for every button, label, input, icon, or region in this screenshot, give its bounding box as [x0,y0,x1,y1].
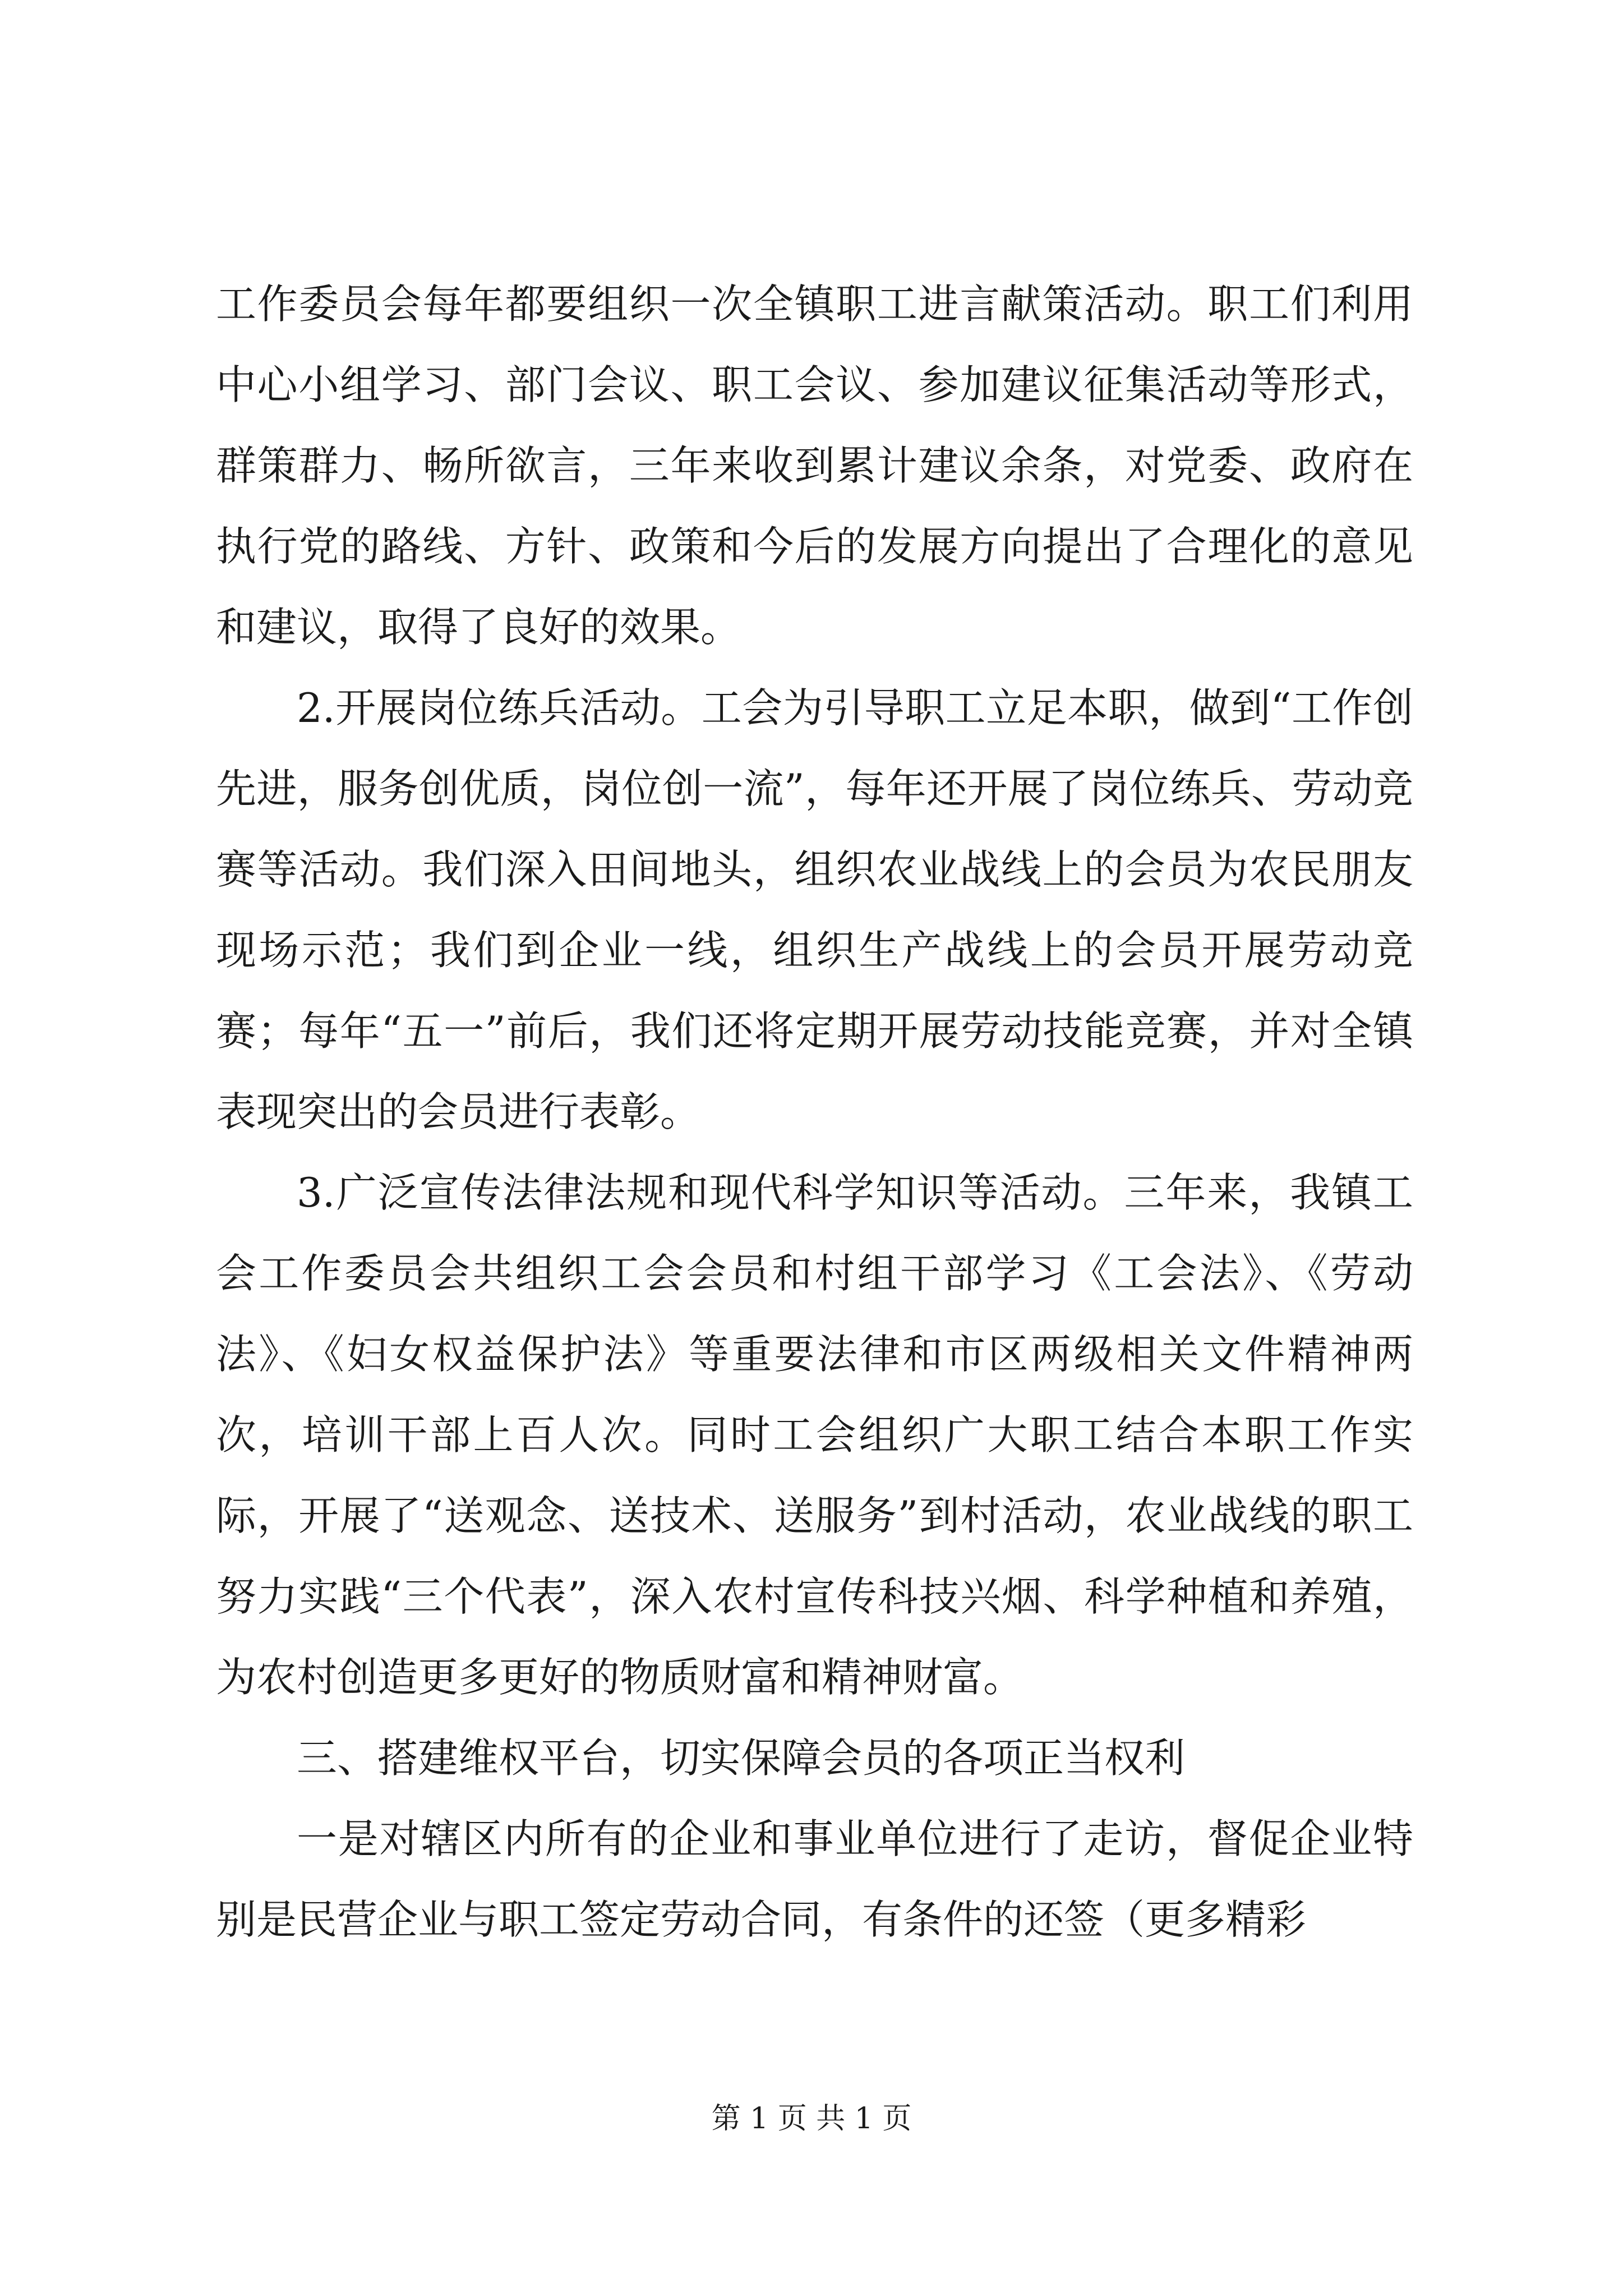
document-body [216,264,1413,1960]
page-footer: 第 1 页 共 1 页 [711,2102,912,2136]
paragraph-rights-1: 一是对辖区内所有的企业和事业单位进行了走访，督促企业特别是民营企业与职工签定劳动合同，有条件的还签（更多精彩 [216,1815,1413,1943]
paragraph-item-3: 3.广泛宣传法律法规和现代科学知识等活动。三年来，我镇工会工作委员会共组织工会会员和村组干部学习《工会法》、《劳动法》、《妇女权益保护法》等重要法律和市区两级相关文件精神两次，培训干部上百人次。同时工会组织广大职工结合本职工作实际，开展了“送观念、送技术、送服务”到村活动，农业战线的职工努力实践“三个代表”，深入农村宣传科技兴烟、科学种植和养殖，为农村创造更多更好的物质财富和精神财富。 [216,1169,1413,1701]
paragraph-item-2: 2.开展岗位练兵活动。工会为引导职工立足本职，做到“工作创先进，服务创优质，岗位创一流”，每年还开展了岗位练兵、劳动竞赛等活动。我们深入田间地头，组织农业战线上的会员为农民朋友现场示范；我们到企业一线，组织生产战线上的会员开展劳动竞赛；每年“五一”前后，我们还将定期开展劳动技能竞赛，并对全镇表现突出的会员进行表彰。 [216,684,1413,1135]
paragraph-continuation: 工作委员会每年都要组织一次全镇职工进言献策活动。职工们利用中心小组学习、部门会议、职工会议、参加建议征集活动等形式，群策群力、畅所欲言，三年来收到累计建议余条，对党委、政府在执行党的路线、方针、政策和今后的发展方向提出了合理化的意见和建议，取得了良好的效果。 [216,280,1413,651]
section-heading-3: 三、搭建维权平台，切实保障会员的各项正当权利 [297,1734,1186,1782]
